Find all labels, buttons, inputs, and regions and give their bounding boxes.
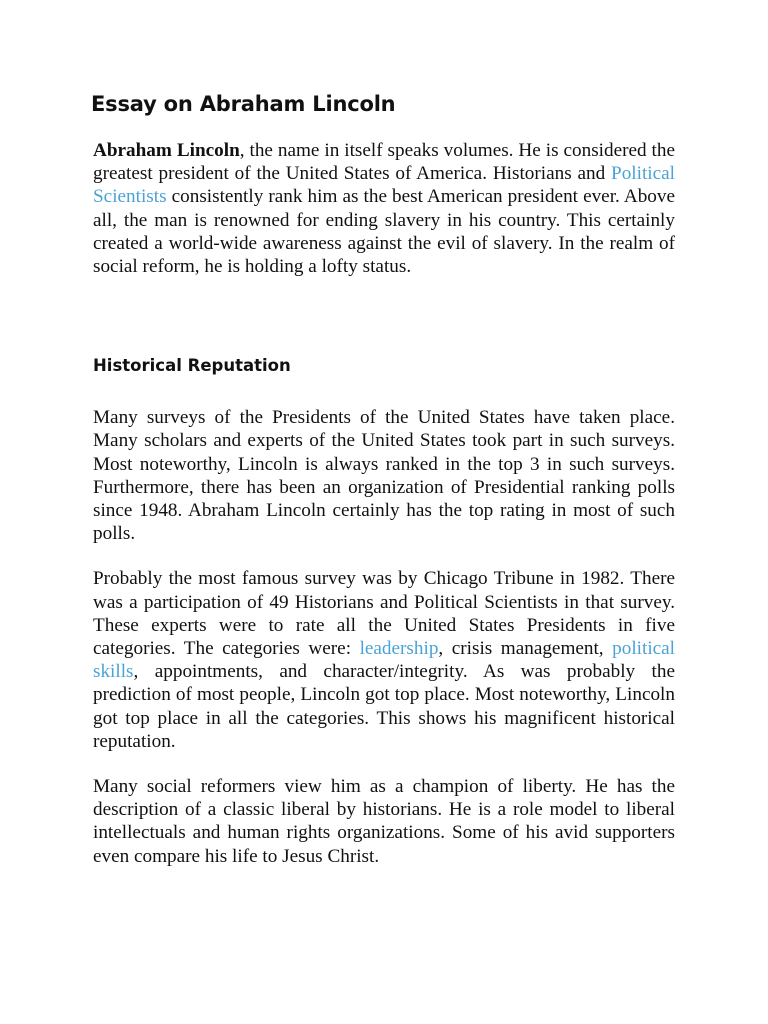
political-scientists-link[interactable]: Political Scientists [93, 163, 675, 208]
page-title: Essay on Abraham Lincoln [91, 92, 396, 116]
surveys-paragraph: Many surveys of the Presidents of the United States have taken place. Many scholars and experts of the United States took part in such surveys. Most noteworthy, Lincoln is always ranked in the top 3 in such surveys. Furthermore, there has been an organization of Presidential ranking polls since 1948. Abraham Lincoln certainly has the top rating in most of such polls. [93, 407, 675, 545]
intro-text-a: , the name in itself speaks volumes. He is considered the greatest president of the United States of America. Historians and [93, 140, 675, 185]
para3-text-c: , appointments, and character/integrity. As was probably the prediction of most people, Lincoln got top place. Most noteworthy, Lincoln got top place in all the categories. This shows his magnificent historical reputation. [93, 661, 675, 752]
intro-text-b: consistently rank him as the best American president ever. Above all, the man is renowned for ending slavery in his country. This certainly created a world-wide awareness against the evil of slavery. In the realm of social reform, he is holding a lofty status. [93, 186, 675, 278]
section-heading-historical-reputation: Historical Reputation [93, 356, 291, 376]
political-skills-link[interactable]: political skills [93, 638, 676, 683]
social-reformers-paragraph: Many social reformers view him as a champion of liberty. He has the description of a classic liberal by historians. He is a role model to liberal intellectuals and human rights organizations. Some of his avid supporters even compare his life to Jesus Christ. [93, 776, 675, 867]
intro-bold-name: Abraham Lincoln [93, 140, 240, 161]
intro-paragraph [93, 139, 675, 278]
essay-page [93, 88, 675, 868]
para3-text-a: Probably the most famous survey was by Chicago Tribune in 1982. There was a participation of 49 Historians and Political Scientists in that survey. These experts were to rate all the United States Presidents in five categories. The categories were: [93, 568, 675, 660]
chicago-tribune-paragraph [93, 567, 675, 753]
para3-text-b: , crisis management, [438, 638, 613, 660]
leadership-link[interactable]: leadership [359, 638, 439, 660]
